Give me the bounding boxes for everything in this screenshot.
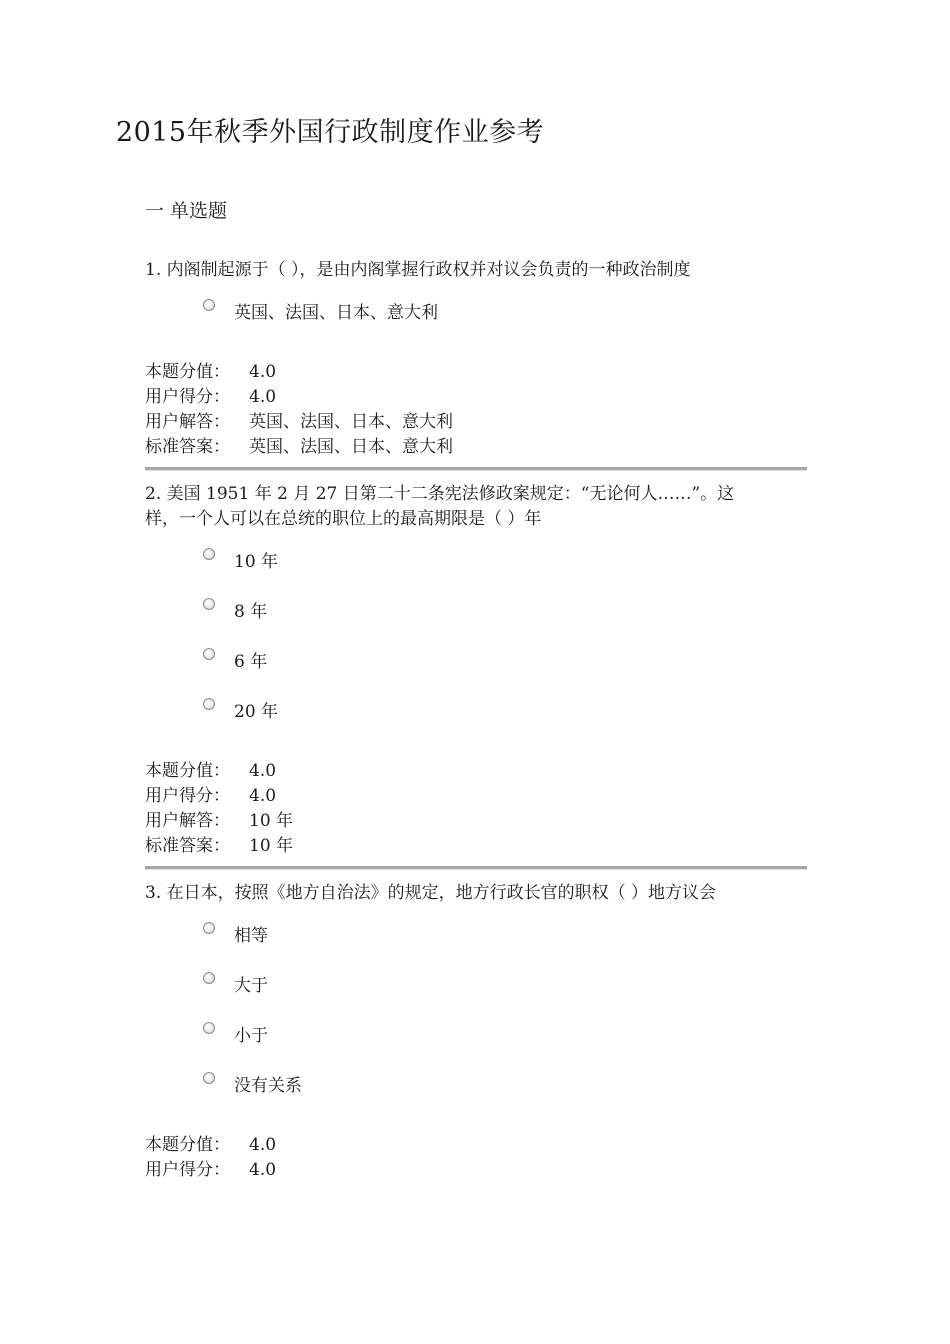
standard-answer-label: 标准答案：: [145, 836, 230, 856]
section-heading: 一 单选题: [145, 200, 228, 222]
option-label: 相等: [234, 926, 268, 946]
score-value: 4.0: [249, 1135, 277, 1155]
option-item[interactable]: [203, 976, 807, 1026]
user-answer-value: 10 年: [249, 811, 294, 831]
option-label: 8 年: [234, 602, 268, 622]
radio-button[interactable]: [203, 598, 215, 610]
user-score-value: 4.0: [249, 786, 277, 806]
user-answer-value: 英国、法国、日本、意大利: [249, 412, 453, 432]
question-stem: 1. 内阁制起源于（ ），是由内阁掌握行政权并对议会负责的一种政治制度: [145, 260, 691, 280]
score-label: 本题分值：: [145, 761, 230, 781]
user-score-label: 用户得分：: [145, 387, 230, 407]
option-label: 20 年: [234, 702, 279, 722]
option-label: 10 年: [234, 552, 279, 572]
radio-button[interactable]: [203, 698, 215, 710]
option-label: 大于: [234, 976, 268, 996]
user-score-value: 4.0: [249, 1160, 277, 1180]
score-label: 本题分值：: [145, 1135, 230, 1155]
radio-button[interactable]: [203, 972, 215, 984]
radio-button[interactable]: [203, 1072, 215, 1084]
option-item[interactable]: [203, 702, 807, 752]
user-score-label: 用户得分：: [145, 1160, 230, 1180]
option-item[interactable]: [203, 602, 807, 652]
divider: [145, 467, 807, 471]
radio-button[interactable]: [203, 299, 215, 311]
option-item[interactable]: [203, 926, 807, 976]
option-list: [203, 926, 807, 1126]
option-label: 小于: [234, 1026, 268, 1046]
radio-button[interactable]: [203, 648, 215, 660]
radio-button[interactable]: [203, 922, 215, 934]
result-block: [145, 360, 807, 460]
option-list: [203, 552, 807, 752]
user-answer-label: 用户解答：: [145, 811, 230, 831]
user-score-value: 4.0: [249, 387, 277, 407]
question-stem: 2. 美国 1951 年 2 月 27 日第二十二条宪法修政案规定：“无论何人……”。这: [145, 484, 735, 504]
question-stem: 3. 在日本，按照《地方自治法》的规定，地方行政长官的职权（ ）地方议会: [145, 883, 717, 903]
score-label: 本题分值：: [145, 362, 230, 382]
option-item[interactable]: [203, 552, 807, 602]
question-stem-continued: 样，一个人可以在总统的职位上的最高期限是（ ）年: [145, 509, 542, 529]
question-3: [145, 881, 807, 1183]
option-item[interactable]: [203, 1076, 807, 1126]
option-label: 英国、法国、日本、意大利: [234, 303, 438, 323]
option-item[interactable]: [203, 1026, 807, 1076]
page-title: 2015年秋季外国行政制度作业参考: [115, 117, 545, 148]
score-value: 4.0: [249, 761, 277, 781]
standard-answer-value: 英国、法国、日本、意大利: [249, 437, 453, 457]
result-block: [145, 1133, 807, 1183]
standard-answer-value: 10 年: [249, 836, 294, 856]
option-label: 没有关系: [234, 1076, 302, 1096]
standard-answer-label: 标准答案：: [145, 437, 230, 457]
score-value: 4.0: [249, 362, 277, 382]
divider: [145, 866, 807, 870]
result-block: [145, 759, 807, 859]
option-item[interactable]: [203, 652, 807, 702]
option-label: 6 年: [234, 652, 268, 672]
option-list: [203, 303, 807, 353]
question-2: [145, 482, 807, 859]
user-score-label: 用户得分：: [145, 786, 230, 806]
user-answer-label: 用户解答：: [145, 412, 230, 432]
radio-button[interactable]: [203, 548, 215, 560]
radio-button[interactable]: [203, 1022, 215, 1034]
option-item[interactable]: [203, 303, 807, 353]
question-1: [145, 258, 807, 460]
